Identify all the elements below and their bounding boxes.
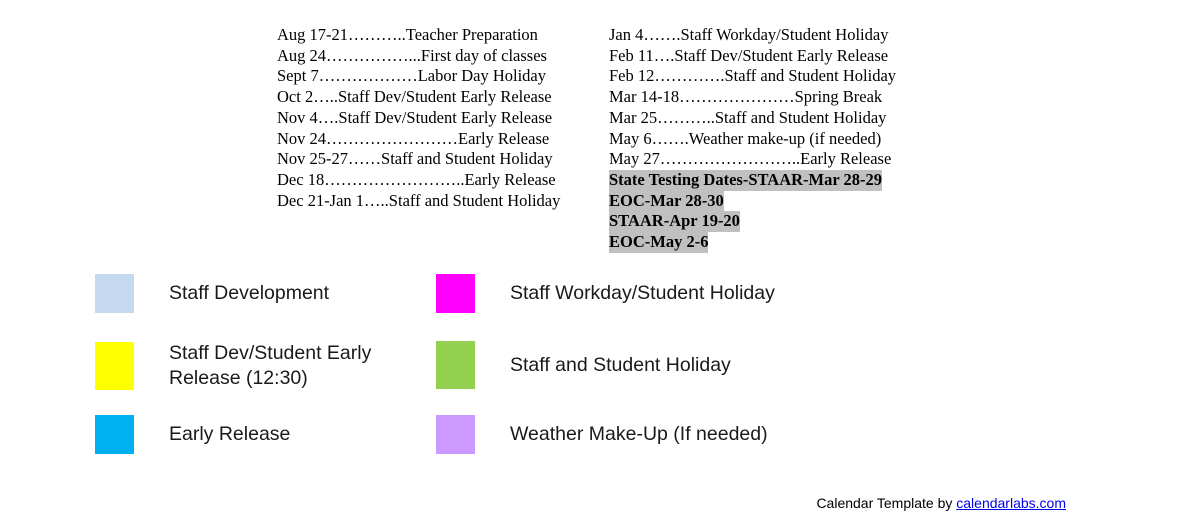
legend-swatch	[436, 341, 475, 389]
testing-date-line: STAAR-Apr 19-20	[609, 211, 740, 231]
legend-swatch	[95, 342, 134, 390]
legend-weather-makeup	[436, 415, 768, 454]
legend-label: Early Release	[169, 423, 291, 445]
event-line: Feb 11….Staff Dev/Student Early Release	[609, 45, 889, 65]
event-line: Dec 21-Jan 1…..Staff and Student Holiday	[277, 190, 561, 210]
legend-staff-workday	[436, 274, 775, 313]
footer-prefix: Calendar Template by	[816, 495, 957, 511]
legend-label: Staff Workday/Student Holiday	[510, 282, 775, 304]
testing-date-line: State Testing Dates-STAAR-Mar 28-29	[609, 169, 882, 189]
event-line: Aug 24……………...First day of classes	[277, 45, 547, 65]
testing-date-line: EOC-May 2-6	[609, 232, 709, 252]
event-line: Oct 2…..Staff Dev/Student Early Release	[277, 87, 552, 107]
event-line: Nov 24……………………Early Release	[277, 128, 550, 148]
legend-swatch	[436, 274, 475, 313]
event-line: Sept 7………………Labor Day Holiday	[277, 66, 547, 86]
testing-date-line: EOC-Mar 28-30	[609, 190, 724, 210]
events-left-column	[277, 25, 560, 211]
legend-label: Weather Make-Up (If needed)	[510, 423, 768, 445]
footer-credit	[816, 495, 1066, 511]
event-line: Nov 25-27……Staff and Student Holiday	[277, 149, 553, 169]
event-line: Nov 4….Staff Dev/Student Early Release	[277, 107, 553, 127]
legend-swatch	[95, 274, 134, 313]
event-line: May 6…….Weather make-up (if needed)	[609, 128, 882, 148]
calendarlabs-link[interactable]: calendarlabs.com	[956, 495, 1066, 511]
event-line: Feb 12………….Staff and Student Holiday	[609, 66, 897, 86]
event-line: Mar 25………..Staff and Student Holiday	[609, 107, 887, 127]
legend-label: Staff Development	[169, 282, 330, 304]
event-line: Mar 14-18…………………Spring Break	[609, 87, 883, 107]
legend-label: Staff Dev/Student Early Release (12:30)	[169, 342, 372, 389]
legend-early-release	[95, 415, 290, 454]
legend-swatch	[95, 415, 134, 454]
event-line: Dec 18……………………..Early Release	[277, 169, 556, 189]
events-right-column	[609, 25, 896, 253]
event-line: Jan 4…….Staff Workday/Student Holiday	[609, 25, 889, 44]
legend-label: Staff and Student Holiday	[510, 353, 731, 376]
event-line: May 27……………………..Early Release	[609, 149, 892, 169]
legend-staff-development	[95, 274, 329, 313]
legend-staff-dev-early-release	[95, 341, 371, 391]
event-line: Aug 17-21………..Teacher Preparation	[277, 25, 538, 44]
legend-swatch	[436, 415, 475, 454]
legend-staff-student-holiday	[436, 341, 731, 389]
